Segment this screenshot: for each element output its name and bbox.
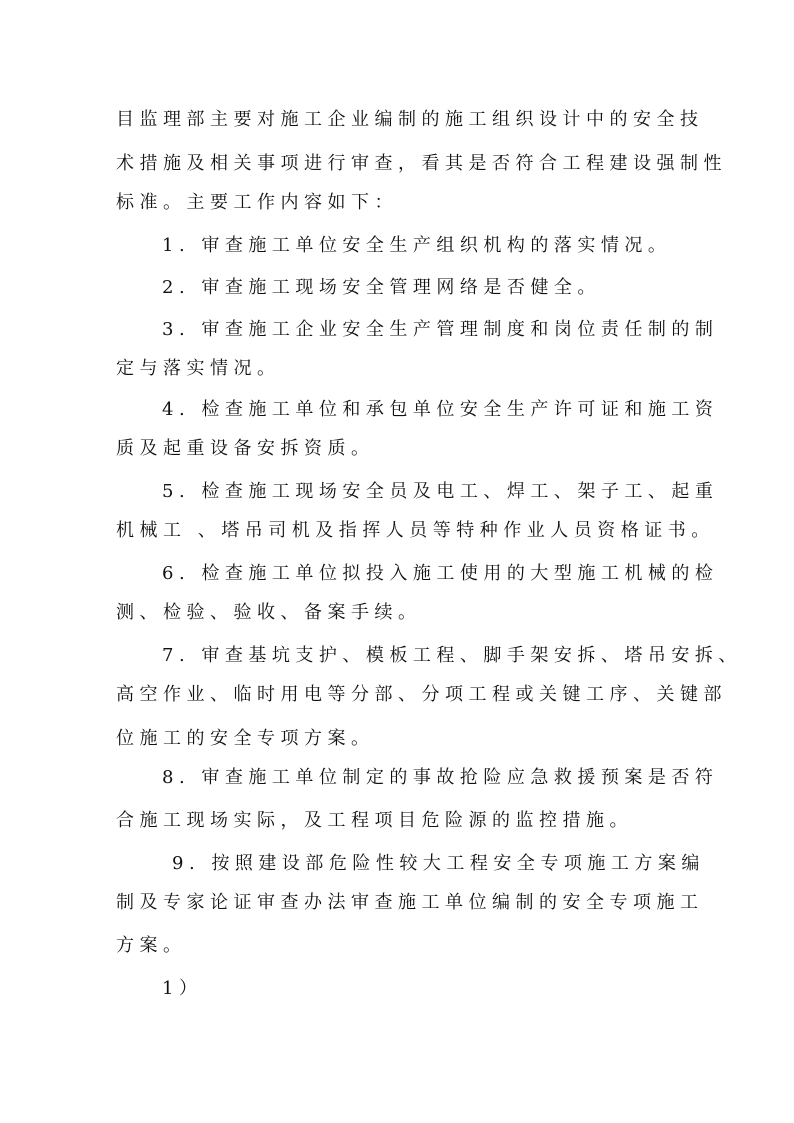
text-line-item-7-cont-1: 高空作业、临时用电等分部、分项工程或关键工序、关键部: [116, 684, 727, 705]
text-line-item-6: 6. 检查施工单位拟投入施工使用的大型施工机械的检: [162, 563, 719, 584]
text-line-item-3: 3. 审查施工企业安全生产管理制度和岗位责任制的制: [162, 319, 719, 340]
text-line-item-4: 4. 检查施工单位和承包单位安全生产许可证和施工资: [162, 399, 719, 420]
text-line-item-6-cont: 测、检验、验收、备案手续。: [116, 602, 422, 623]
text-line-item-2: 2. 审查施工现场安全管理网络是否健全。: [162, 277, 601, 298]
text-line-item-9-cont-1: 制及专家论证审查办法审查施工单位编制的安全专项施工: [116, 892, 704, 913]
text-line-item-1: 1. 审查施工单位安全生产组织机构的落实情况。: [162, 235, 672, 256]
text-line-item-4-cont: 质及起重设备安拆资质。: [116, 438, 375, 459]
text-line-intro-1: 目监理部主要对施工企业编制的施工组织设计中的安全技: [116, 109, 704, 130]
text-line-item-7: 7. 审查基坑支护、模板工程、脚手架安拆、塔吊安拆、: [162, 645, 742, 666]
text-line-intro-3: 标准。主要工作内容如下：: [116, 192, 398, 213]
text-line-item-9-cont-2: 方案。: [116, 935, 187, 956]
text-line-item-5-cont: 机械工 、塔吊司机及指挥人员等特种作业人员资格证书。: [116, 520, 715, 541]
text-line-item-3-cont: 定与落实情况。: [116, 358, 281, 379]
text-line-item-8: 8. 审查施工单位制定的事故抢险应急救援预案是否符: [162, 767, 719, 788]
text-line-sub-1: 1）: [162, 978, 203, 999]
text-line-item-9: 9. 按照建设部危险性较大工程安全专项施工方案编: [172, 853, 705, 874]
text-line-item-7-cont-2: 位施工的安全专项方案。: [116, 728, 375, 749]
text-line-item-5: 5. 检查施工现场安全员及电工、焊工、架子工、起重: [162, 481, 719, 502]
text-line-intro-2: 术措施及相关事项进行审查，看其是否符合工程建设强制性: [116, 153, 727, 174]
text-line-item-8-cont: 合施工现场实际，及工程项目危险源的监控措施。: [116, 810, 633, 831]
